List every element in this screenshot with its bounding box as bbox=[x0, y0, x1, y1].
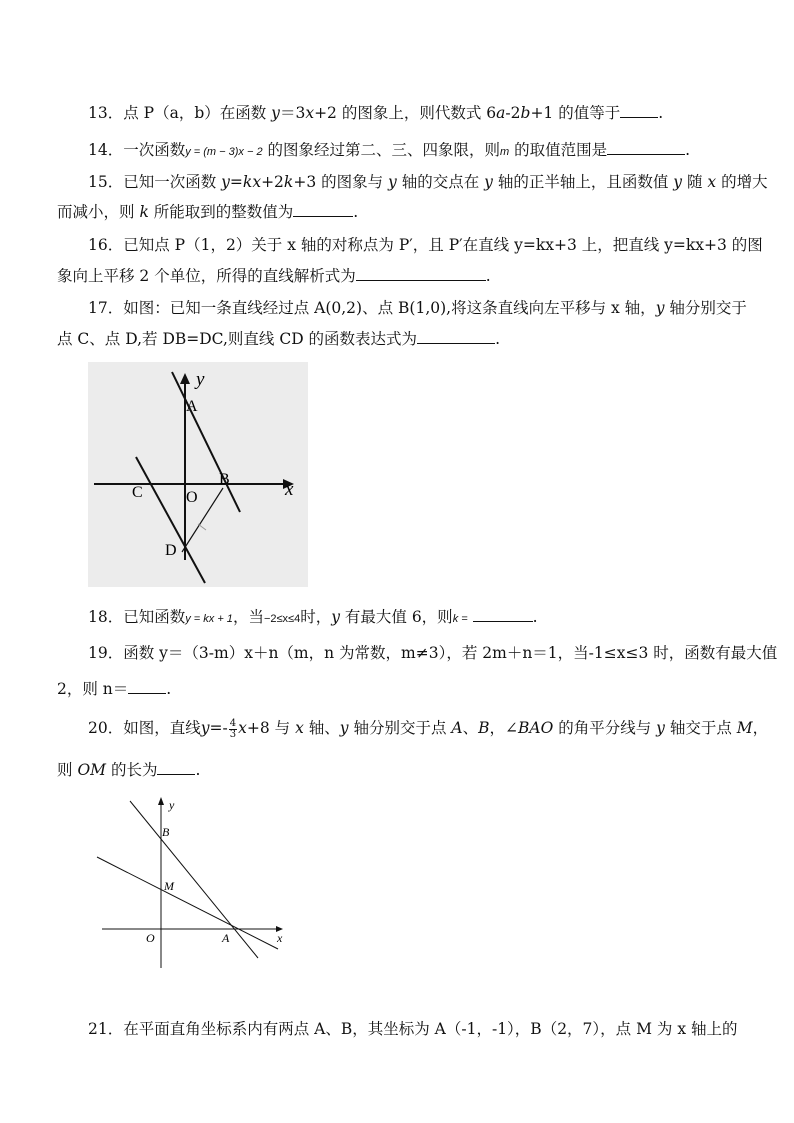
question-17-line-1: 17．如图：已知一条直线经过点 A(0,2)、点 B(1,0),将这条直线向左平移与 x 轴，y 轴分别交于 bbox=[88, 299, 747, 317]
question-19-line-1: 19．函数 y＝（3-m）x＋n（m，n 为常数，m≠3），若 2m＋n＝1，当-1≤x≤3 时，函数有最大值 bbox=[88, 644, 778, 662]
answer-blank bbox=[417, 329, 495, 344]
question-21-line-1: 21．在平面直角坐标系内有两点 A、B，其坐标为 A（-1，-1），B（2，7），点 M 为 x 轴上的 bbox=[88, 1020, 738, 1038]
answer-blank bbox=[293, 202, 353, 217]
fraction-4-3: $\frac{4}{3}$ bbox=[229, 717, 237, 740]
answer-blank bbox=[620, 103, 658, 118]
question-15-line-1: 15．已知一次函数 y=kx+2k+3 的图象与 y 轴的交点在 y 轴的正半轴上，且函数值 y 随 x 的增大 bbox=[88, 173, 768, 191]
y-label: y bbox=[169, 798, 175, 812]
figure-17 bbox=[88, 362, 308, 587]
point-c-label: C bbox=[132, 484, 143, 501]
origin-label: O bbox=[146, 931, 155, 945]
question-15-line-2: 而减小，则 k 所能取到的整数值为 . bbox=[57, 203, 359, 221]
question-20-line-1: 20．如图，直线y=- $\frac{4}{3}$ x+8 与 x 轴、y 轴分别交于点 A、B，∠BAO 的角平分线与 y 轴交于点 M， bbox=[88, 717, 769, 740]
x-label: x bbox=[277, 931, 283, 945]
question-18: 18．已知函数y = kx + 1，当−2≤x≤4时，y 有最大值 6，则k = . bbox=[88, 608, 538, 626]
figure-background bbox=[88, 362, 308, 587]
answer-blank bbox=[128, 679, 166, 694]
point-b-label: B bbox=[219, 471, 230, 488]
question-16-line-1: 16．已知点 P（1，2）关于 x 轴的对称点为 P′，且 P′在直线 y=kx+3 上，把直线 y=kx+3 的图 bbox=[88, 236, 763, 254]
x-label: x bbox=[285, 479, 294, 500]
answer-blank bbox=[157, 760, 195, 775]
answer-blank bbox=[607, 140, 685, 155]
answer-blank bbox=[356, 266, 486, 281]
point-b-label: B bbox=[162, 825, 170, 839]
question-16-line-2: 象向上平移 2 个单位，所得的直线解析式为 . bbox=[57, 267, 491, 285]
point-m-label: M bbox=[164, 879, 174, 893]
point-d-label: D bbox=[165, 542, 177, 559]
question-20-line-2: 则 OM 的长为 . bbox=[57, 761, 201, 779]
question-19-line-2: 2，则 n＝ . bbox=[57, 680, 172, 698]
origin-label: O bbox=[186, 489, 198, 506]
point-a-label: A bbox=[222, 931, 230, 945]
question-14: 14．一次函数y = (m − 3)x − 2 的图象经过第二、三、四象限，则m 的取值范围是 . bbox=[88, 141, 691, 159]
answer-blank bbox=[473, 607, 533, 622]
figure-20 bbox=[88, 788, 298, 973]
point-a-label: A bbox=[186, 398, 198, 415]
question-13: 13．点 P（a，b）在函数 y＝3x+2 的图象上，则代数式 6a-2b+1 的值等于 . bbox=[88, 104, 664, 122]
y-label: y bbox=[196, 369, 205, 390]
question-17-line-2: 点 C、点 D,若 DB=DC,则直线 CD 的函数表达式为 . bbox=[57, 330, 500, 348]
y-axis-arrow bbox=[158, 797, 164, 805]
